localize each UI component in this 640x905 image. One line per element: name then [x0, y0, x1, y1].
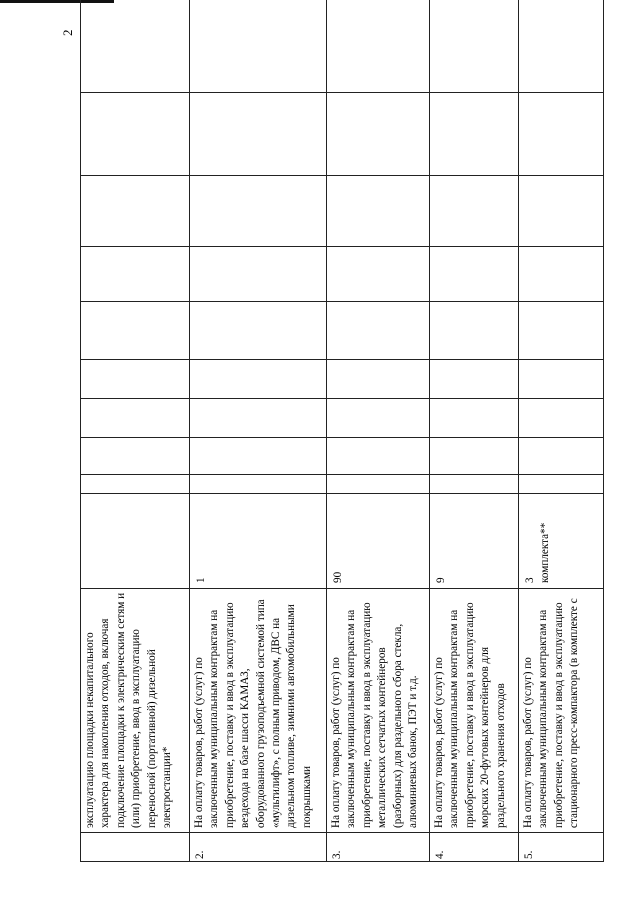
row-number-cell — [430, 833, 519, 862]
empty-cell — [190, 0, 327, 93]
row-quantity: 1 — [195, 577, 207, 583]
empty-cell — [327, 176, 430, 247]
empty-cell — [327, 302, 430, 360]
rotated-table-container — [60, 28, 583, 862]
row-number: 3. — [331, 850, 343, 859]
description-cell — [430, 589, 519, 833]
empty-cell — [190, 399, 327, 438]
empty-cell — [430, 438, 519, 475]
empty-cell — [190, 475, 327, 494]
page-number: 2 — [60, 29, 75, 36]
empty-cell — [190, 360, 327, 399]
empty-cell — [81, 360, 190, 399]
row-number-cell — [519, 833, 604, 862]
row-quantity-unit: комплекта** — [539, 522, 552, 583]
empty-cell — [519, 399, 604, 438]
empty-cell — [519, 475, 604, 494]
empty-cell — [327, 247, 430, 302]
empty-cell — [519, 93, 604, 176]
empty-cell — [430, 93, 519, 176]
description-cell — [327, 589, 430, 833]
empty-cell — [430, 247, 519, 302]
row-description: На оплату товаров, работ (услуг) по заключенным муниципальным контрактам на приобретение, поставку и ввод в эксплуатацию морских 20-футовых контейнеров для раздельного хранения отходов — [433, 602, 507, 828]
table-row — [81, 0, 190, 862]
empty-cell — [519, 176, 604, 247]
table-row — [327, 0, 430, 862]
row-quantity: 3 — [524, 577, 536, 583]
empty-cell — [81, 438, 190, 475]
table-row — [519, 0, 604, 862]
empty-cell — [519, 438, 604, 475]
empty-cell — [190, 438, 327, 475]
empty-cell — [81, 93, 190, 176]
empty-cell — [519, 0, 604, 93]
row-number-cell — [190, 833, 327, 862]
empty-cell — [81, 0, 190, 93]
row-description: На оплату товаров, работ (услуг) по заключенным муниципальным контрактам на приобретение, поставку и ввод в эксплуатацию стационарного пресс-компактора (в комплекте с — [522, 598, 581, 828]
row-description: На оплату товаров, работ (услуг) по заключенным муниципальным контрактам на приобретение, поставку и ввод в эксплуатацию вездехода на базе шасси КАМАЗ, оборудованного грузоподъемной системой типа «мультилифт», с полным приводом, ДВС на дизельном топливе, зимними автомобильными покрышками — [193, 599, 313, 828]
empty-cell — [327, 438, 430, 475]
row-quantity: 9 — [435, 577, 447, 583]
empty-cell — [519, 360, 604, 399]
quantity-cell — [519, 494, 604, 589]
empty-cell — [327, 399, 430, 438]
empty-cell — [327, 475, 430, 494]
row-number: 2. — [194, 850, 206, 859]
empty-cell — [81, 475, 190, 494]
empty-cell — [81, 399, 190, 438]
empty-cell — [190, 302, 327, 360]
empty-cell — [430, 176, 519, 247]
quantity-cell — [190, 494, 327, 589]
row-description: эксплуатацию площадки некапитального характера для накопления отходов, включая подключение площадки к электрическим сетям и (или) приобретение, ввод в эксплуатацию переносной (портативной) дизельной электростанции* — [84, 592, 174, 828]
row-quantity: 90 — [332, 571, 344, 583]
empty-cell — [430, 399, 519, 438]
row-number-cell — [327, 833, 430, 862]
empty-cell — [519, 302, 604, 360]
empty-cell — [190, 93, 327, 176]
table-row — [430, 0, 519, 862]
empty-cell — [430, 475, 519, 494]
empty-cell — [190, 176, 327, 247]
empty-cell — [430, 360, 519, 399]
table-row — [190, 0, 327, 862]
row-description: На оплату товаров, работ (услуг) по заключенным муниципальным контрактам на приобретение, поставку и ввод в эксплуатацию металлических сетчатых контейнеров (разборных) для раздельного сбора стекла, алюминиевых банок, ПЭТ и т.д. — [330, 602, 420, 828]
description-cell — [519, 589, 604, 833]
empty-cell — [430, 302, 519, 360]
empty-cell — [327, 0, 430, 93]
row-number-cell — [81, 833, 190, 862]
empty-cell — [327, 360, 430, 399]
quantity-cell — [327, 494, 430, 589]
quantity-cell — [81, 494, 190, 589]
empty-cell — [519, 247, 604, 302]
empty-cell — [327, 93, 430, 176]
empty-cell — [81, 176, 190, 247]
row-number: 5. — [523, 850, 535, 859]
empty-cell — [190, 247, 327, 302]
quantity-cell — [430, 494, 519, 589]
description-cell — [81, 589, 190, 833]
row-number: 4. — [434, 850, 446, 859]
empty-cell — [430, 0, 519, 93]
empty-cell — [81, 247, 190, 302]
empty-cell — [81, 302, 190, 360]
costs-table — [80, 0, 604, 862]
description-cell — [190, 589, 327, 833]
